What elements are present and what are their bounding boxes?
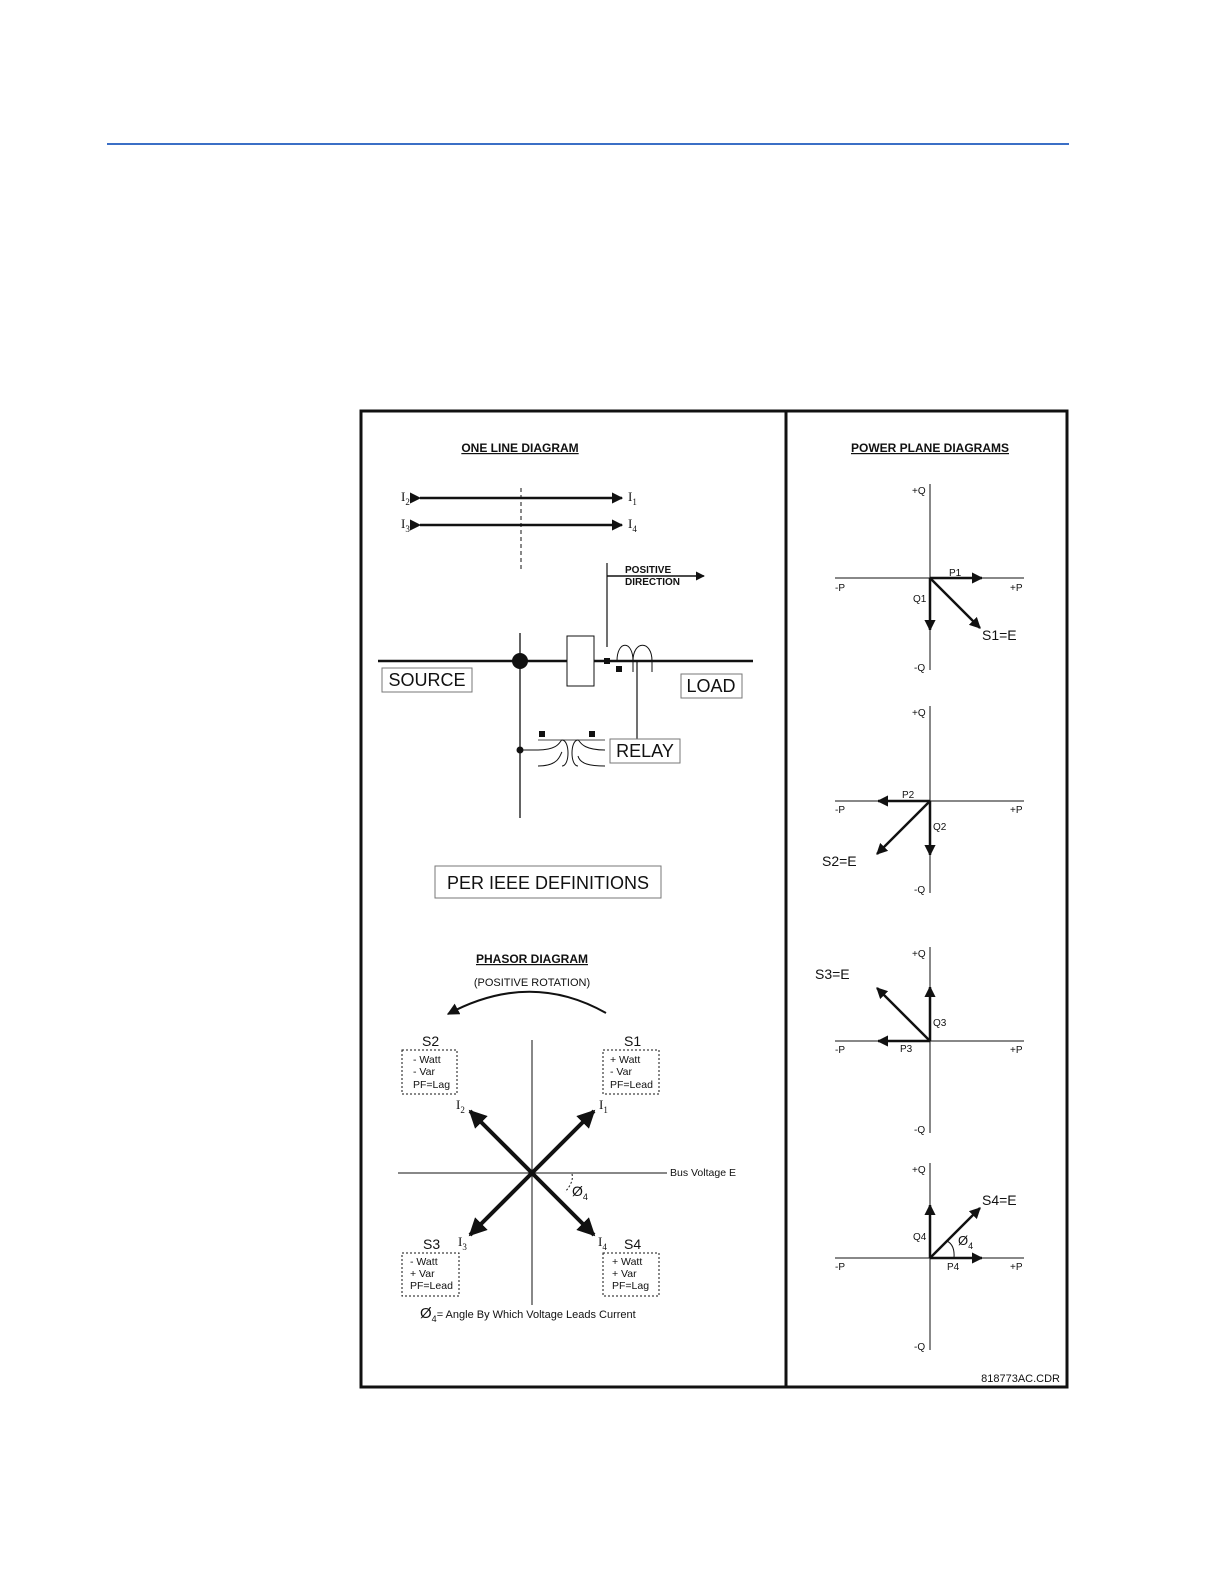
- phasor-label-i2: $I_2$: [456, 1097, 465, 1115]
- label-i2: $I_2$: [401, 489, 410, 507]
- power-plane-diagrams: [815, 441, 1060, 1385]
- quadrant-s4-line1: + Watt: [612, 1256, 643, 1268]
- phasor-i4: [532, 1173, 594, 1235]
- quadrant-s3-line3: PF=Lead: [410, 1280, 453, 1292]
- pp4-phi-label: $Ø_4$: [958, 1233, 974, 1251]
- label-i4: $I_4$: [628, 516, 637, 534]
- pp2-pos-q: +Q: [912, 708, 926, 719]
- pp4-neg-q: -Q: [914, 1342, 926, 1353]
- pp3-neg-q: -Q: [914, 1125, 926, 1136]
- quadrant-s4: [603, 1236, 659, 1296]
- ieee-label: PER IEEE DEFINITIONS: [446, 873, 650, 893]
- pp3-neg-p: -P: [835, 1045, 845, 1056]
- phasor-diagram: [398, 952, 736, 1324]
- pp4-neg-p: -P: [835, 1262, 845, 1273]
- vt-polarity-mark-2: [589, 731, 595, 737]
- phasor-label-i4: $I_4$: [598, 1234, 607, 1252]
- ct-polarity-mark-2: [616, 666, 622, 672]
- pp3-pos-q: +Q: [912, 949, 926, 960]
- phasor-subtitle: (POSITIVE ROTATION): [473, 977, 591, 989]
- bus-voltage-label: Bus Voltage E: [670, 1167, 736, 1179]
- one-line-title: ONE LINE DIAGRAM: [461, 441, 579, 455]
- relay-label: RELAY: [616, 741, 674, 761]
- power-plane-2: [822, 706, 1024, 896]
- label-i3: $I_3$: [401, 516, 410, 534]
- pp1-p-label: P1: [949, 568, 962, 579]
- pp3-pos-p: +P: [1010, 1045, 1023, 1056]
- quadrant-s2-name: S2: [422, 1033, 440, 1049]
- quadrant-s1-line1: + Watt: [610, 1054, 641, 1066]
- rotation-arc-arrow: [448, 992, 606, 1014]
- pp2-p-label: P2: [902, 790, 915, 801]
- pp2-s-label: S2=E: [822, 853, 857, 869]
- pp2-q-label: Q2: [933, 822, 947, 833]
- power-plane-3: [815, 947, 1024, 1136]
- pp3-s-label: S3=E: [815, 966, 850, 982]
- pp4-angle-arc: [947, 1241, 954, 1258]
- pp4-pos-p: +P: [1010, 1262, 1023, 1273]
- quadrant-s2-line2: - Var: [413, 1066, 435, 1078]
- phasor-label-i3: $I_3$: [458, 1234, 467, 1252]
- source-label: SOURCE: [388, 670, 466, 690]
- phasor-i1: [532, 1111, 594, 1173]
- quadrant-s3: [402, 1236, 459, 1296]
- quadrant-s1: [603, 1033, 659, 1094]
- one-line-diagram: [378, 441, 753, 898]
- quadrant-s2-line1: - Watt: [413, 1054, 441, 1066]
- pp4-p-label: P4: [947, 1262, 960, 1273]
- power-plane-4: [835, 1163, 1024, 1353]
- quadrant-s3-line2: + Var: [410, 1268, 435, 1280]
- pp1-neg-p: -P: [835, 583, 845, 594]
- quadrant-s1-line2: - Var: [610, 1066, 632, 1078]
- power-plane-1: [835, 484, 1024, 674]
- voltage-transformer-coil: [520, 740, 605, 766]
- vt-polarity-mark: [539, 731, 545, 737]
- pp1-s-label: S1=E: [982, 627, 1017, 643]
- pp1-s-arrow: [930, 578, 980, 628]
- pp1-pos-q: +Q: [912, 486, 926, 497]
- phasor-footnote: $Ø_4=$ Angle By Which Voltage Leads Current: [420, 1305, 636, 1324]
- quadrant-s2-line3: PF=Lag: [413, 1079, 451, 1091]
- load-label: LOAD: [686, 676, 736, 696]
- pp2-pos-p: +P: [1010, 805, 1023, 816]
- quadrant-s1-line3: PF=Lead: [610, 1079, 653, 1091]
- phasor-label-i1: $I_1$: [599, 1097, 608, 1115]
- phasor-i3: [470, 1173, 532, 1235]
- pp4-q-label: Q4: [913, 1232, 927, 1243]
- pp2-s-arrow: [877, 801, 930, 854]
- positive-label: POSITIVE: [625, 565, 672, 576]
- pp1-q-label: Q1: [913, 594, 927, 605]
- pp3-s-arrow: [877, 988, 930, 1041]
- pp1-neg-q: -Q: [914, 663, 926, 674]
- quadrant-s4-name: S4: [624, 1236, 642, 1252]
- quadrant-s4-line2: + Var: [612, 1268, 637, 1280]
- pp1-pos-p: +P: [1010, 583, 1023, 594]
- pp2-neg-q: -Q: [914, 885, 926, 896]
- figure-id: 818773AC.CDR: [981, 1373, 1060, 1385]
- direction-label: DIRECTION: [625, 577, 680, 588]
- power-plane-title: POWER PLANE DIAGRAMS: [850, 441, 1010, 455]
- quadrant-s3-line1: - Watt: [410, 1256, 438, 1268]
- bus-node: [512, 653, 528, 669]
- pp4-pos-q: +Q: [912, 1165, 926, 1176]
- quadrant-s1-name: S1: [624, 1033, 642, 1049]
- phasor-i2: [470, 1111, 532, 1173]
- pp4-s-label: S4=E: [982, 1192, 1017, 1208]
- pp3-q-label: Q3: [933, 1018, 947, 1029]
- ct-polarity-mark: [604, 658, 610, 664]
- phi4-label: $Ø_4$: [572, 1183, 588, 1202]
- pp2-neg-p: -P: [835, 805, 845, 816]
- breaker-box: [567, 636, 594, 686]
- label-i1: $I_1$: [628, 489, 637, 507]
- current-transformer-coil: [617, 645, 652, 672]
- quadrant-s3-name: S3: [423, 1236, 441, 1252]
- quadrant-s2: [402, 1033, 457, 1094]
- phasor-title: PHASOR DIAGRAM: [475, 952, 589, 966]
- pp3-p-label: P3: [900, 1044, 913, 1055]
- quadrant-s4-line3: PF=Lag: [612, 1280, 650, 1292]
